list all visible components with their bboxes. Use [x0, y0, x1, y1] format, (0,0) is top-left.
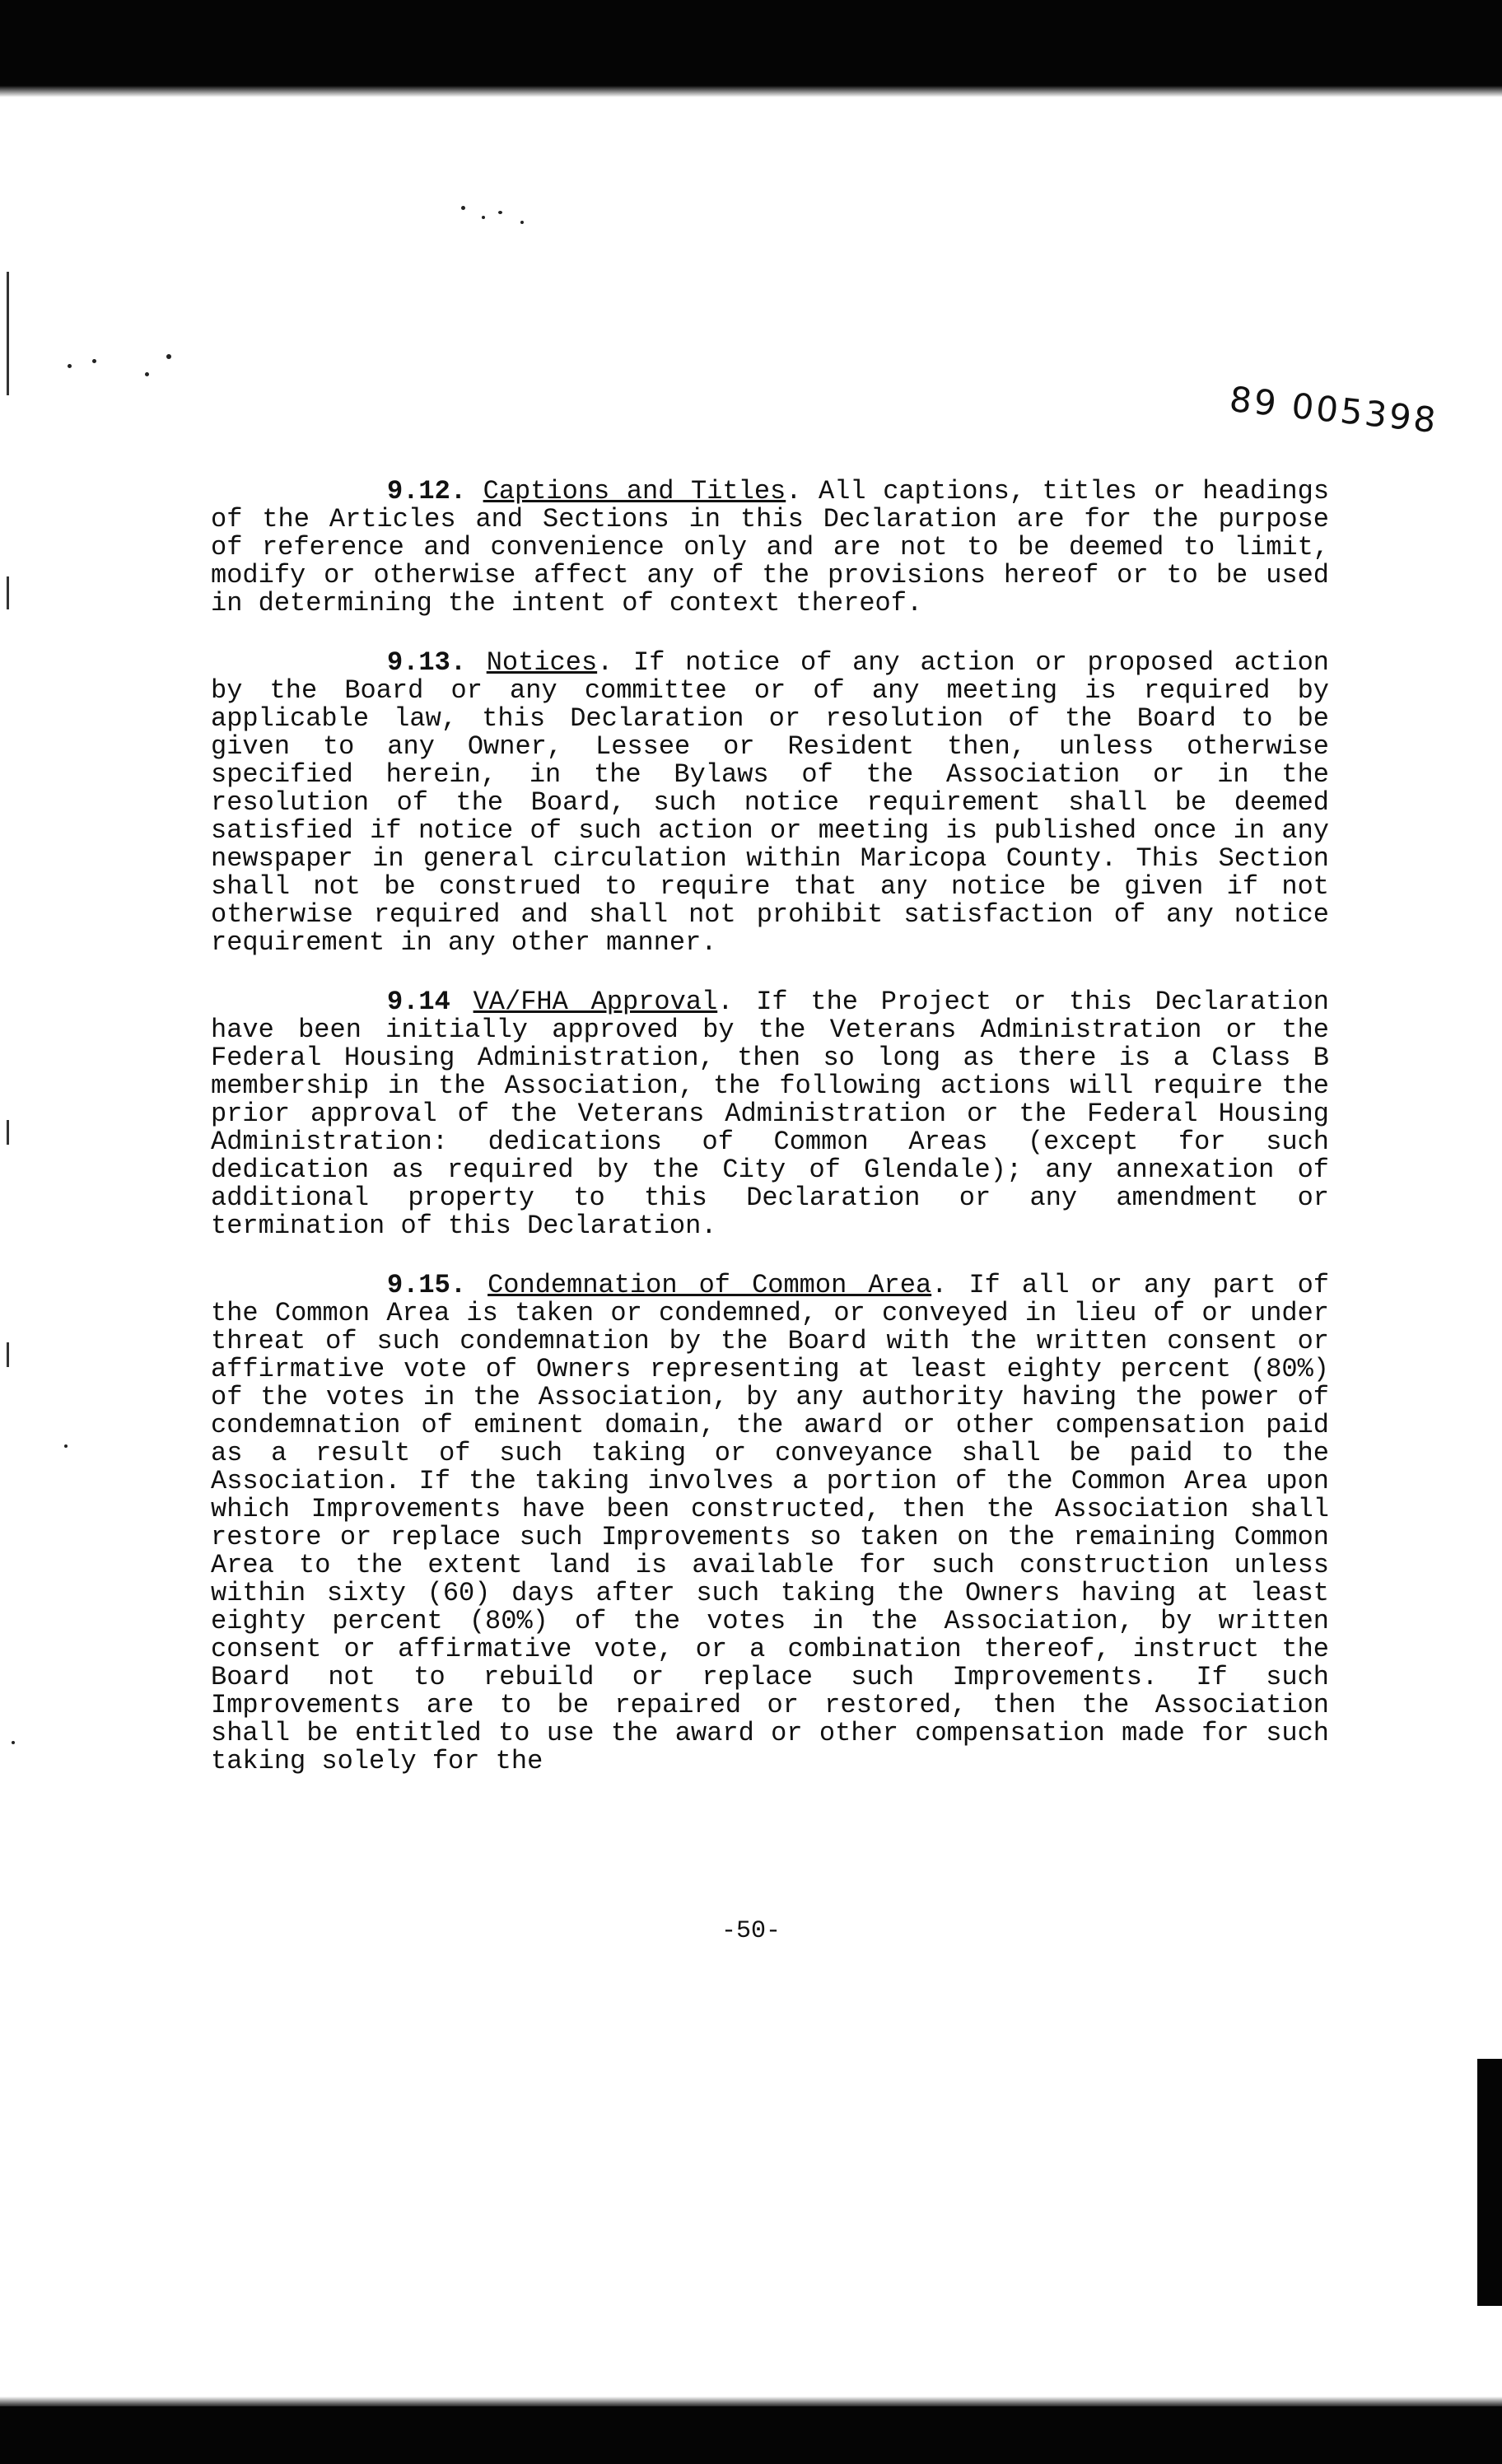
scan-speck [12, 1741, 15, 1744]
scan-edge-mark [7, 1120, 9, 1145]
section-title: Condemnation of Common Area [487, 1270, 932, 1300]
section-body: If the Project or this Declaration have been initially approved by the Veterans Administration or the Federal Housing Administration, then so long as there is a Class B membership in the Association, the following actions will require the prior approval of the Veterans Administration or the Federal Housing Administration: dedications of Common Areas (except for such dedication as required by the City of Glendale); any annexation of additional property to this Declaration or any amendment or termination of this Declaration. [211, 987, 1329, 1241]
scan-border-top [0, 0, 1502, 92]
section-9-12 [211, 478, 1329, 618]
section-body: If notice of any action or proposed action by the Board or any committee or of any meeting is required by applicable law, this Declaration or resolution of the Board to be given to any Owner, Lessee or Resident then, unless otherwise specified herein, in the Bylaws of the Association or in the resolution of the Board, such notice requirement shall be deemed satisfied if notice of such action or meeting is published once in any newspaper in general circulation within Maricopa County. This Section shall not be construed to require that any notice be given if not otherwise required and shall not prohibit satisfaction of any notice requirement in any other manner. [211, 647, 1330, 958]
section-9-15 [211, 1272, 1329, 1776]
scan-speck [498, 211, 502, 214]
section-body: All captions, titles or headings of the Articles and Sections in this Declaration are for the purpose of reference and convenience only and are not to be deemed to limit, modify or otherwise affect any of the provisions hereof or to be used in determining the intent of context thereof. [211, 476, 1330, 618]
section-body: If all or any part of the Common Area is taken or condemned, or conveyed in lieu of or under threat of such condemnation by the Board with the written consent or affirmative vote of Owners representing at least eighty percent (80%) of the votes in the Association, by any authority having the power of condemnation of eminent domain, the award or other compensation paid as a result of such taking or conveyance shall be paid to the Association. If the taking involves a portion of the Common Area upon which Improvements have been constructed, then the Association shall restore or replace such Improvements so taken on the remaining Common Area to the extent land is available for such construction unless within sixty (60) days after such taking the Owners having at least eighty percent (80%) of the votes in the Association, by written consent or affirmative vote, or a combination thereof, instruct the Board not to rebuild or replace such Improvements. If such Improvements are to be repaired or restored, then the Association shall be entitled to use the award or other compensation made for such taking solely for the [211, 1270, 1330, 1776]
section-number: 9.13. [387, 647, 467, 678]
scan-edge-mark [7, 576, 9, 609]
scan-edge-mark [7, 1342, 9, 1367]
section-title-end: . [786, 476, 802, 506]
section-title: Notices [486, 647, 598, 678]
section-title-end: . [931, 1270, 948, 1300]
document-body [211, 478, 1329, 1807]
section-title: VA/FHA Approval [473, 987, 718, 1017]
scan-speck [145, 372, 149, 376]
scan-border-top-edge [0, 86, 1502, 97]
scan-speck [92, 359, 96, 363]
section-title-end: . [597, 647, 613, 678]
scan-speck [68, 364, 72, 368]
scan-border-bottom [0, 2406, 1502, 2464]
section-number: 9.15. [387, 1270, 467, 1300]
section-9-13 [211, 649, 1329, 957]
scan-speck [64, 1444, 68, 1448]
scan-border-right-bar [1477, 2059, 1502, 2306]
recording-number: 89 005398 [1227, 379, 1440, 441]
section-9-14 [211, 988, 1329, 1240]
scan-speck [461, 206, 465, 210]
scan-edge-mark [7, 272, 9, 395]
scan-speck [166, 354, 171, 359]
section-number: 9.12. [387, 476, 467, 506]
scan-speck [482, 216, 485, 219]
section-number: 9.14 [387, 987, 450, 1017]
section-title: Captions and Titles [483, 476, 786, 506]
page-number: -50- [721, 1917, 781, 1945]
scan-speck [520, 221, 524, 224]
section-title-end: . [717, 987, 734, 1017]
